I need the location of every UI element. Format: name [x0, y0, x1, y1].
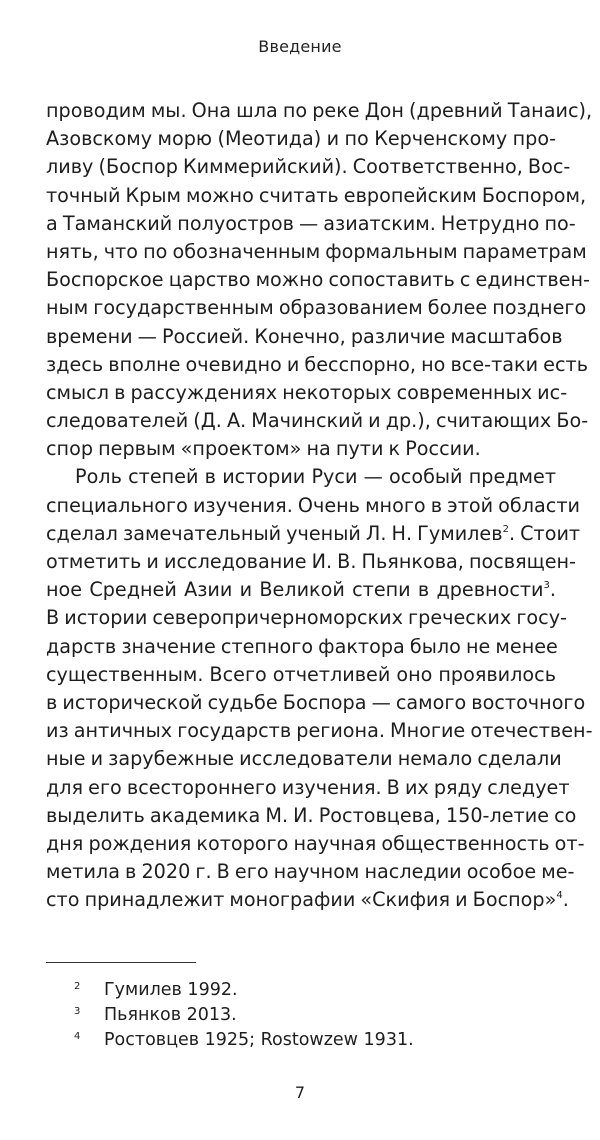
text-line: существенным. Всего отчетливей оно проявилось — [46, 662, 556, 686]
footnotes — [74, 978, 554, 1053]
footnote — [74, 978, 554, 1003]
line-text: ное Средней Азии и Великой степи в древности — [46, 578, 544, 602]
footnote-number: 4 — [74, 1031, 81, 1042]
text-line — [46, 886, 569, 914]
body-text — [46, 97, 593, 914]
line-text: . Стоит — [508, 521, 581, 545]
footnote-divider — [46, 962, 196, 963]
footnote-number: 2 — [74, 981, 81, 992]
line-text: . — [562, 888, 569, 912]
text-line: выделить академика М. И. Ростовцева, 150-летие со — [46, 803, 577, 827]
line-text: сделал замечательный ученый Л. Н. Гумилев — [46, 521, 503, 545]
text-line: метила в 2020 г. В его научном наследии особое ме- — [46, 860, 575, 884]
text-line: дарств значение степного фактора было не менее — [46, 634, 558, 658]
text-line: отметить и исследование И. В. Пьянкова, посвящен- — [46, 550, 576, 573]
text-line: ные и зарубежные исследователи немало сделали — [46, 747, 562, 771]
text-line: времени — Россией. Конечно, различие масштабов — [46, 324, 563, 348]
text-line: здесь вполне очевидно и бесспорно, но все-таки есть — [46, 352, 588, 376]
text-line: точный Крым можно считать европейским Боспором, — [46, 183, 587, 207]
text-line — [46, 576, 556, 604]
text-line: смысл в рассуждениях некоторых современных ис- — [46, 380, 568, 404]
footnote-text: Гумилев 1992. — [104, 980, 238, 1000]
text-line: В истории северопричерноморских греческих госу- — [46, 606, 567, 630]
footnote-ref: 3 — [543, 580, 550, 592]
running-head: Введение — [258, 37, 342, 56]
footnote-number: 3 — [74, 1006, 81, 1017]
text-line: Роль степей в истории Руси — особый предмет — [75, 465, 556, 489]
footnote-text: Ростовцев 1925; Rostowzew 1931. — [104, 1030, 414, 1050]
text-line: специального изучения. Очень много в этой области — [46, 493, 580, 517]
line-text: . — [549, 578, 556, 602]
text-line: Азовскому морю (Меотида) и по Керченскому про- — [46, 127, 556, 151]
text-line: спор первым «проектом» на пути к России. — [46, 437, 481, 461]
text-line: проводим мы. Она шла по реке Дон (древний Танаис), — [46, 99, 593, 122]
text-line: следователей (Д. А. Мачинский и др.), считающих Бо- — [46, 409, 589, 433]
text-line — [46, 520, 581, 548]
footnote-ref: 4 — [556, 890, 563, 902]
text-line: нять, что по обозначенным формальным параметрам — [46, 239, 587, 263]
line-text: сто принадлежит монографии «Скифия и Боспор» — [46, 888, 557, 912]
footnote — [74, 1028, 554, 1053]
text-line: а Таманский полуостров — азиатским. Нетрудно по- — [46, 211, 576, 235]
text-line: дня рождения которого научная общественность от- — [46, 831, 585, 855]
text-line: Боспорское царство можно сопоставить с единствен- — [46, 268, 590, 292]
footnote — [74, 1003, 554, 1028]
page-number: 7 — [294, 1083, 306, 1102]
text-line: в исторической судьбе Боспора — самого восточного — [46, 690, 586, 714]
text-line: из античных государств региона. Многие отечествен- — [46, 719, 593, 743]
text-line: ливу (Боспор Киммерийский). Соответственно, Вос- — [46, 155, 571, 179]
text-line: ным государственным образованием более позднего — [46, 296, 587, 320]
text-line: для его всестороннего изучения. В их ряду следует — [46, 775, 570, 799]
footnote-text: Пьянков 2013. — [104, 1005, 237, 1025]
footnote-ref: 2 — [502, 523, 509, 535]
